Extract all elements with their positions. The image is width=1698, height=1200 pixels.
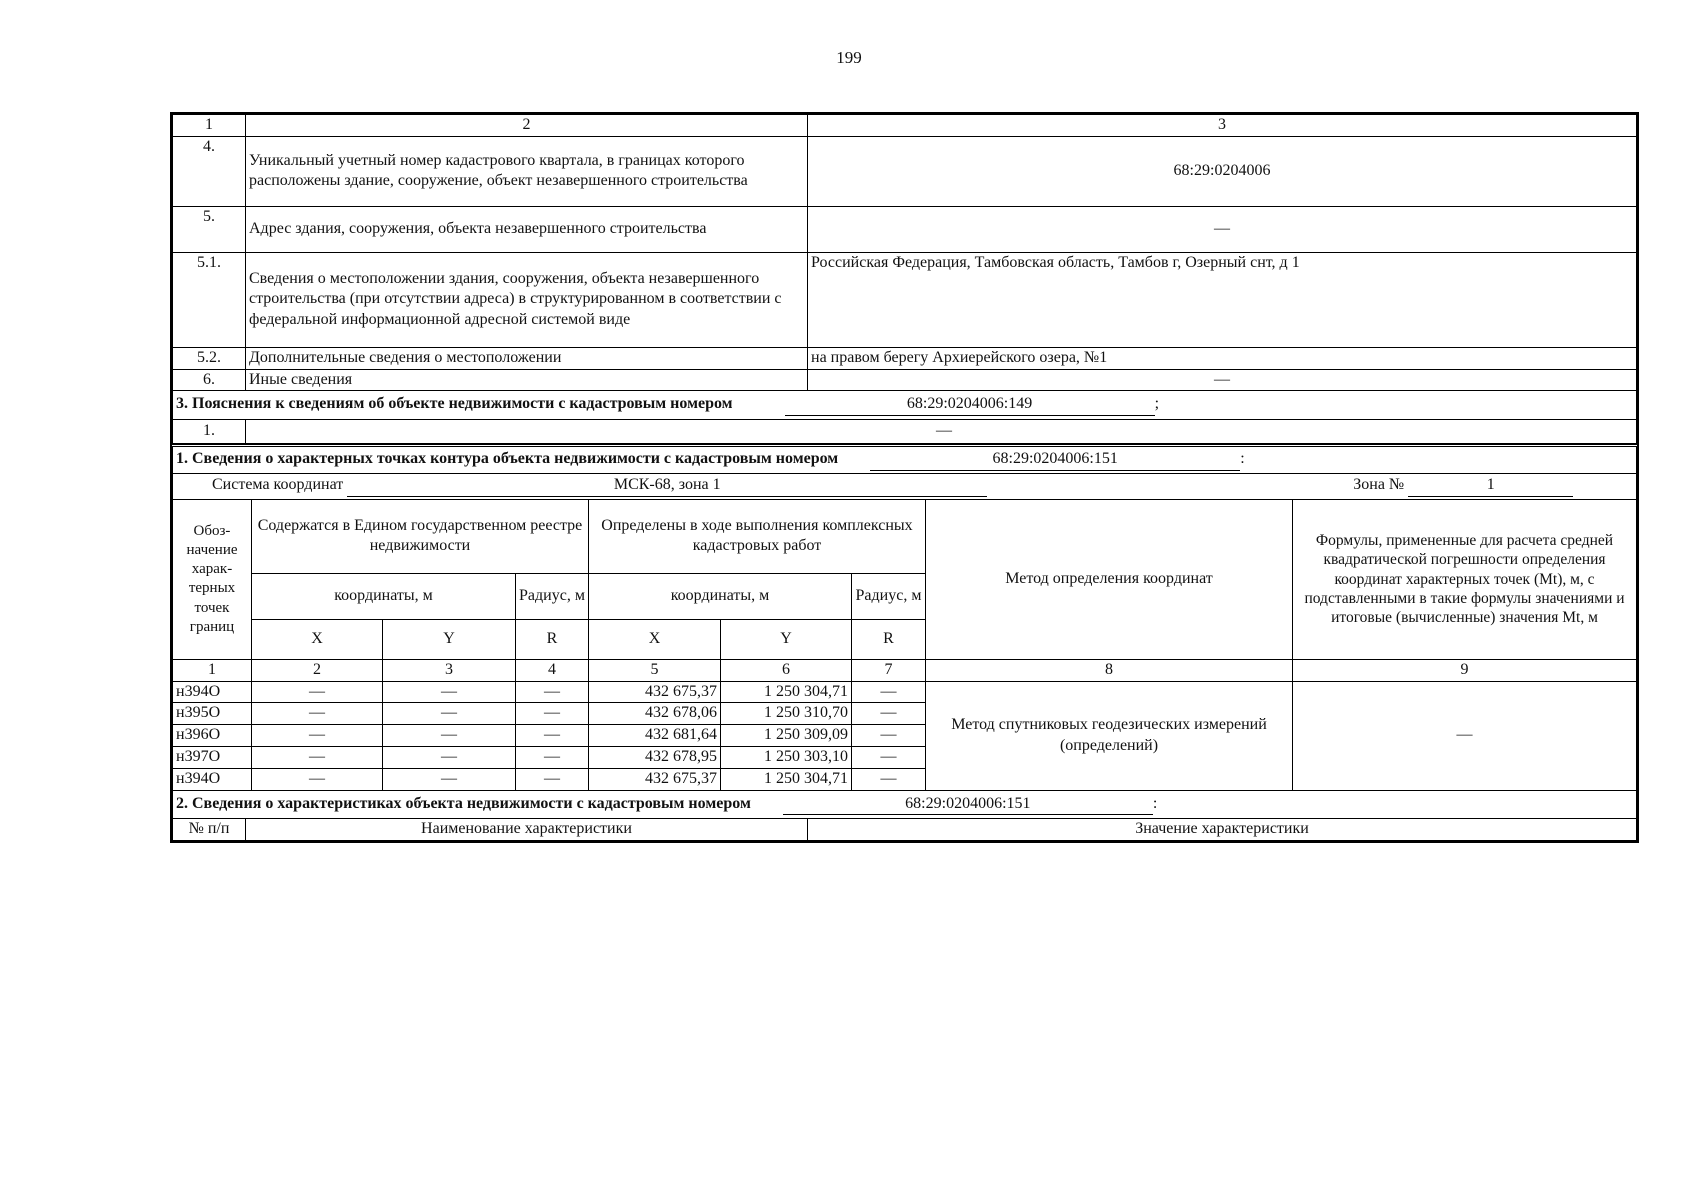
col-number: 1 [173,659,252,681]
row-name: Сведения о местоположении здания, сооружения, объекта незавершенного строительства (при отсутствии адреса) в структурированном в соответствии с федеральной информационной адресной системой виде [246,252,808,347]
r-egrn: — [516,681,589,703]
col-number: 4 [516,659,589,681]
row-number: 5.1. [173,252,246,347]
col-number: 5 [589,659,721,681]
name-header: Наименование характеристики [246,819,808,841]
x-header: X [589,619,721,659]
col-number: 9 [1293,659,1637,681]
coordinate-system-row [173,473,1637,499]
table-header-row [173,819,1637,841]
coords-header: координаты, м [252,573,516,619]
r-header: R [516,619,589,659]
row-value: — [808,206,1637,252]
title-suffix: : [1240,449,1245,467]
r-value: — [852,747,926,769]
r-header: R [852,619,926,659]
zone-value: 1 [1408,475,1573,497]
cadastral-number: 68:29:0204006:151 [870,449,1240,471]
method-header: Метод определения координат [926,499,1293,659]
row-value: — [246,419,1637,443]
x-value: 432 678,06 [589,703,721,725]
row-value: — [808,369,1637,391]
table-row [173,347,1637,369]
x-value: 432 675,37 [589,768,721,790]
coords-header: координаты, м [589,573,852,619]
x-egrn: — [252,747,383,769]
section-title-row [173,445,1637,473]
x-egrn: — [252,725,383,747]
row-name: Иные сведения [246,369,808,391]
title-suffix: : [1152,794,1158,812]
document-table [170,112,1639,843]
col-number: 6 [721,659,852,681]
section-title: 1. Сведения о характерных точках контура объекта недвижимости с кадастровым номером [176,449,839,467]
row-value: на правом берегу Архиерейского озера, №1 [808,347,1637,369]
egrn-header: Содержатся в Едином государственном реестре недвижимости [252,499,589,573]
radius-header: Радиус, м [516,573,589,619]
characteristics-table [172,114,1637,391]
y-egrn: — [383,725,516,747]
table-row [173,252,1637,347]
row-name: Адрес здания, сооружения, объекта незавершенного строительства [246,206,808,252]
row-number: 5.2. [173,347,246,369]
point-name: н397О [173,747,252,769]
value-header: Значение характеристики [808,819,1637,841]
x-egrn: — [252,768,383,790]
radius-header: Радиус, м [852,573,926,619]
point-name: н395О [173,703,252,725]
table-row [173,681,1637,703]
x-header: X [252,619,383,659]
row-number: 6. [173,369,246,391]
row-value: Российская Федерация, Тамбовская область, Тамбов г, Озерный снт, д 1 [808,252,1637,347]
points-section [172,444,1637,791]
page-number: 199 [836,48,862,67]
row-value: 68:29:0204006 [808,136,1637,206]
row-name: Уникальный учетный номер кадастрового квартала, в границах которого расположены здание, сооружение, объект незавершенного строительства [246,136,808,206]
col-header: 2 [246,115,808,137]
section-title-row [173,791,1637,819]
section-title: 3. Пояснения к сведениям об объекте недвижимости с кадастровым номером [176,395,733,413]
x-value: 432 675,37 [589,681,721,703]
col-header: 1 [173,115,246,137]
table-header-row [173,115,1637,137]
formula-value: — [1293,681,1637,790]
coord-system-value: МСК-68, зона 1 [347,475,987,497]
point-name-header: Обоз-начение харак-терных точек границ [173,499,252,659]
r-egrn: — [516,725,589,747]
title-suffix: ; [1154,395,1160,413]
x-value: 432 681,64 [589,725,721,747]
y-value: 1 250 304,71 [721,681,852,703]
cadastral-number: 68:29:0204006:151 [783,794,1153,816]
r-egrn: — [516,768,589,790]
r-value: — [852,768,926,790]
y-egrn: — [383,768,516,790]
zone-label: Зона № [1353,476,1405,494]
row-number: 5. [173,206,246,252]
y-value: 1 250 304,71 [721,768,852,790]
y-header: Y [383,619,516,659]
cadastral-number: 68:29:0204006:149 [785,394,1155,416]
method-value: Метод спутниковых геодезических измерений (определений) [926,681,1293,790]
formula-header: Формулы, примененные для расчета средней квадратической погрешности определения координат характерных точек (Mt), м, с подставленными в такие формулы значениями и итоговые (вычисленные) значения Mt, м [1293,499,1637,659]
r-value: — [852,703,926,725]
row-name: Дополнительные сведения о местоположении [246,347,808,369]
section-title: 2. Сведения о характеристиках объекта недвижимости с кадастровым номером [176,794,751,812]
section-title-row [173,391,1637,419]
y-value: 1 250 310,70 [721,703,852,725]
y-value: 1 250 309,09 [721,725,852,747]
r-value: — [852,681,926,703]
x-egrn: — [252,681,383,703]
table-row [173,369,1637,391]
r-egrn: — [516,703,589,725]
col-header: 3 [808,115,1637,137]
point-name: н396О [173,725,252,747]
x-value: 432 678,95 [589,747,721,769]
explanations-section [172,391,1637,444]
y-egrn: — [383,681,516,703]
col-number: 7 [852,659,926,681]
r-egrn: — [516,747,589,769]
table-row [173,136,1637,206]
y-egrn: — [383,703,516,725]
col-number: 2 [252,659,383,681]
row-number: 1. [173,419,246,443]
col-number: 8 [926,659,1293,681]
y-header: Y [721,619,852,659]
y-egrn: — [383,747,516,769]
x-egrn: — [252,703,383,725]
header-row [173,499,1637,573]
characteristics-section [172,791,1637,841]
point-name: н394О [173,768,252,790]
col-number: 3 [383,659,516,681]
column-number-row [173,659,1637,681]
y-value: 1 250 303,10 [721,747,852,769]
coord-system-label: Система координат [212,476,344,494]
point-name: н394О [173,681,252,703]
row-number: 4. [173,136,246,206]
table-row [173,419,1637,443]
table-row [173,206,1637,252]
num-header: № п/п [173,819,246,841]
r-value: — [852,725,926,747]
kkr-header: Определены в ходе выполнения комплексных кадастровых работ [589,499,926,573]
